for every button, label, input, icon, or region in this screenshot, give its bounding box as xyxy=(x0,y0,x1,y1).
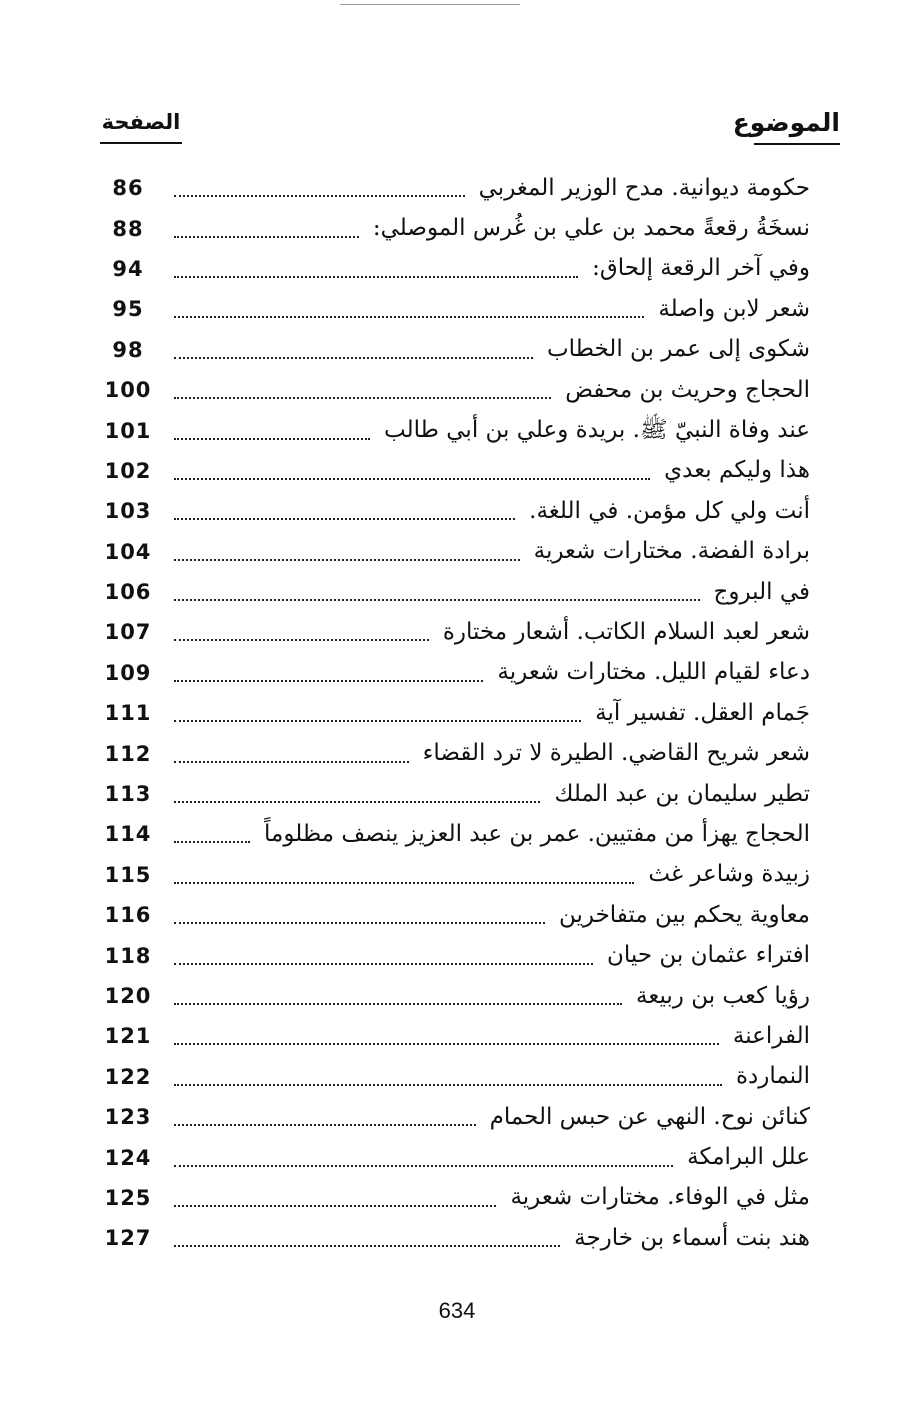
dot-leader xyxy=(174,922,545,924)
toc-entry-page: 127 xyxy=(104,1226,152,1251)
toc-entry-page: 107 xyxy=(104,620,152,645)
dot-leader xyxy=(174,882,634,884)
toc-entry-title: جَمام العقل. تفسير آية xyxy=(595,699,810,726)
dot-leader xyxy=(174,680,483,682)
table-of-contents xyxy=(100,168,810,1259)
toc-entry-title: هند بنت أسماء بن خارجة xyxy=(574,1224,810,1251)
toc-entry xyxy=(100,895,810,935)
toc-entry-page: 113 xyxy=(104,782,152,807)
toc-entry-title: شعر شريح القاضي. الطيرة لا ترد القضاء xyxy=(422,740,810,767)
toc-entry xyxy=(100,532,810,572)
toc-entry-page: 118 xyxy=(104,943,152,968)
dot-leader xyxy=(174,761,409,763)
toc-entry xyxy=(100,208,810,248)
toc-entry-title: كنائن نوح. النهي عن حبس الحمام xyxy=(489,1103,810,1130)
toc-entry-title: معاوية يحكم بين متفاخرين xyxy=(558,901,810,928)
page-column-heading: الصفحة xyxy=(100,110,182,144)
toc-entry-page: 121 xyxy=(104,1024,152,1049)
toc-entry-page: 106 xyxy=(104,580,152,605)
toc-entry-title: شعر لابن واصلة xyxy=(658,295,810,322)
toc-header xyxy=(100,108,840,158)
dot-leader xyxy=(174,1165,673,1167)
toc-entry-page: 111 xyxy=(104,701,152,726)
toc-entry-title: نسخَةُ رقعةً محمد بن علي بن غُرس الموصلي: xyxy=(372,215,810,242)
dot-leader xyxy=(174,357,533,359)
top-rule xyxy=(340,4,520,5)
toc-entry xyxy=(100,1218,810,1258)
toc-entry-page: 120 xyxy=(104,984,152,1008)
toc-entry-title: حكومة ديوانية. مدح الوزير المغربي xyxy=(478,174,810,201)
toc-entry-title: شعر لعبد السلام الكاتب. أشعار مختارة xyxy=(442,618,810,645)
dot-leader xyxy=(174,236,359,238)
toc-entry-page: 103 xyxy=(104,499,152,524)
toc-entry xyxy=(100,572,810,612)
dot-leader xyxy=(174,1003,622,1005)
toc-entry-page: 95 xyxy=(112,297,144,322)
toc-entry-page: 124 xyxy=(104,1145,152,1170)
toc-entry xyxy=(100,410,810,450)
toc-entry-page: 94 xyxy=(112,256,144,281)
toc-entry xyxy=(100,774,810,814)
toc-entry xyxy=(100,289,810,329)
dot-leader xyxy=(174,316,644,318)
toc-entry-page: 114 xyxy=(104,822,152,847)
dot-leader xyxy=(174,1124,476,1126)
toc-entry-page: 98 xyxy=(112,337,144,362)
toc-entry xyxy=(100,451,810,491)
toc-entry-title: علل البرامكة xyxy=(687,1144,810,1171)
dot-leader xyxy=(174,963,593,965)
toc-entry-page: 115 xyxy=(104,862,152,887)
toc-entry-title: زبيدة وشاعر غث xyxy=(648,861,810,888)
toc-entry-title: دعاء لقيام الليل. مختارات شعرية xyxy=(497,659,810,686)
toc-entry xyxy=(100,855,810,895)
toc-entry xyxy=(100,168,810,208)
dot-leader xyxy=(174,478,650,480)
toc-entry-title: النماردة xyxy=(735,1063,810,1090)
toc-entry xyxy=(100,330,810,370)
toc-entry xyxy=(100,249,810,289)
toc-entry-page: 101 xyxy=(104,418,152,443)
toc-entry xyxy=(100,370,810,410)
dot-leader xyxy=(174,1084,722,1086)
toc-entry-page: 116 xyxy=(104,903,152,928)
toc-entry xyxy=(100,1057,810,1097)
toc-entry-page: 100 xyxy=(104,378,152,403)
toc-entry-title: في البروج xyxy=(713,578,810,605)
dot-leader xyxy=(174,639,429,641)
topic-column-heading: الموضوع xyxy=(754,108,840,145)
toc-entry-page: 109 xyxy=(104,660,152,685)
toc-entry-title: الحجاج يهزأ من مفتيين. عمر بن عبد العزيز ينصف مظلوماً xyxy=(264,820,810,847)
toc-entry-page: 86 xyxy=(112,176,144,201)
page-number-footer: 634 xyxy=(438,1298,476,1323)
toc-entry-page: 125 xyxy=(104,1185,152,1210)
dot-leader xyxy=(174,195,465,197)
toc-entry-title: عند وفاة النبيّ ﷺ. بريدة وعلي بن أبي طالب xyxy=(384,417,810,444)
toc-entry xyxy=(100,1016,810,1056)
toc-entry xyxy=(100,1137,810,1177)
toc-entry xyxy=(100,1178,810,1218)
dot-leader xyxy=(174,276,578,278)
dot-leader xyxy=(174,801,540,803)
dot-leader xyxy=(174,397,551,399)
dot-leader xyxy=(174,599,700,601)
dot-leader xyxy=(174,841,250,843)
dot-leader xyxy=(174,1205,496,1207)
toc-entry-title: الفراعنة xyxy=(732,1022,810,1049)
toc-entry-page: 104 xyxy=(104,539,152,564)
dot-leader xyxy=(174,1043,719,1045)
toc-entry-page: 112 xyxy=(104,741,152,766)
toc-entry-page: 102 xyxy=(104,458,152,483)
toc-entry-title: الحجاج وحريث بن محفض xyxy=(565,376,810,403)
toc-entry xyxy=(100,976,810,1016)
toc-entry-title: هذا وليكم بعدي xyxy=(664,457,810,484)
toc-entry xyxy=(100,693,810,733)
toc-entry-title: مثل في الوفاء. مختارات شعرية xyxy=(510,1184,810,1211)
toc-entry-title: رؤيا كعب بن ربيعة xyxy=(636,982,810,1009)
dot-leader xyxy=(174,720,581,722)
toc-entry xyxy=(100,491,810,531)
dot-leader xyxy=(174,559,520,561)
toc-entry-page: 122 xyxy=(104,1064,152,1089)
toc-entry-title: أنت ولي كل مؤمن. في اللغة. xyxy=(529,497,810,524)
toc-entry-title: افتراء عثمان بن حيان xyxy=(607,942,810,969)
dot-leader xyxy=(174,438,370,440)
toc-entry xyxy=(100,733,810,773)
toc-entry-page: 88 xyxy=(112,216,144,241)
toc-entry xyxy=(100,1097,810,1137)
toc-entry-title: شكوى إلى عمر بن الخطاب xyxy=(546,336,810,363)
toc-entry-title: وفي آخر الرقعة إلحاق: xyxy=(592,255,810,282)
toc-entry xyxy=(100,814,810,854)
toc-entry-title: برادة الفضة. مختارات شعرية xyxy=(533,538,810,565)
toc-entry xyxy=(100,653,810,693)
toc-entry-title: تطير سليمان بن عبد الملك xyxy=(554,780,810,807)
dot-leader xyxy=(174,1245,560,1247)
toc-entry-page: 123 xyxy=(104,1105,152,1130)
dot-leader xyxy=(174,518,515,520)
toc-entry xyxy=(100,612,810,652)
toc-entry xyxy=(100,935,810,975)
